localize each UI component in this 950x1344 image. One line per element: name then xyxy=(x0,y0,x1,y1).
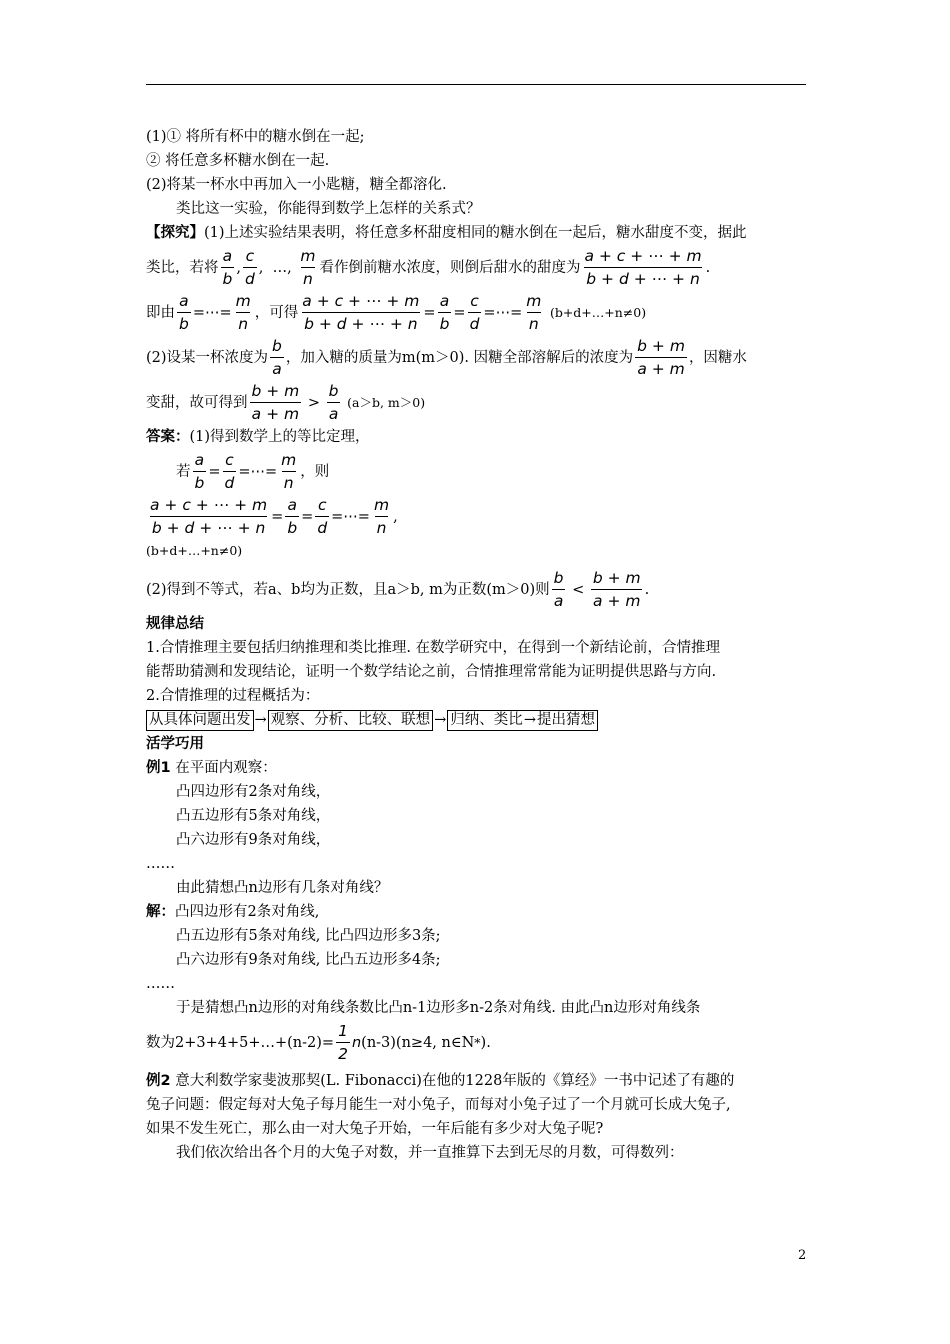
fraction-b-a: $\frac{b}{a}$ xyxy=(272,337,282,378)
text: ). xyxy=(480,1034,491,1051)
fraction-m-n: $\frac{m}{n}$ xyxy=(526,292,542,333)
fraction-bm-am: $\frac{b + m}{a + m}$ xyxy=(592,569,641,610)
explore-paragraph xyxy=(146,221,806,245)
text: 在平面内观察： xyxy=(170,760,277,776)
text: (1)上述实验结果表明，将任意多杯甜度相同的糖水倒在一起后，糖水甜度不变，据此 xyxy=(204,225,747,241)
text: ，加入糖的质量为m(m＞0). 因糖全部溶解后的浓度为 xyxy=(285,349,634,366)
ellipsis: …… xyxy=(146,976,175,992)
fraction-a-b: $\frac{a}{b}$ xyxy=(179,292,189,333)
fraction-b-a: $\frac{b}{a}$ xyxy=(328,382,339,423)
flow-step xyxy=(447,710,598,731)
fraction-a-b: $\frac{a}{b}$ xyxy=(194,451,205,492)
math-line xyxy=(146,335,806,380)
fraction-bm-am: $\frac{b + m}{a + m}$ xyxy=(637,337,685,378)
fraction-sum: $\frac{a + c + \cdots + m}{b + d + \cdots + n}$ xyxy=(150,496,268,537)
ellipsis: …… xyxy=(146,856,175,872)
text: (2)设某一杯浓度为 xyxy=(146,349,269,366)
arrow-right-icon: → xyxy=(523,712,536,728)
fraction-sum: $\frac{a + c + \cdots + m}{b + d + \cdots + n}$ xyxy=(302,292,420,333)
page-number: 2 xyxy=(798,1248,807,1263)
text: 类比，若将 xyxy=(146,259,219,276)
text-line: (1)① 将所有杯中的糖水倒在一起; xyxy=(146,129,365,145)
text: 意大利数学家斐波那契(L. Fibonacci)在他的1228年版的《算经》一书中记述了有趣的 xyxy=(170,1073,735,1089)
text-line: 我们依次给出各个月的大兔子对数，并一直推算下去到无尽的月数，可得数列： xyxy=(176,1145,684,1161)
text-line: 能帮助猜测和发现结论，证明一个数学结论之前，合情推理常常能为证明提供思路与方向. xyxy=(146,664,717,680)
text-line: 类比这一实验，你能得到数学上怎样的关系式？ xyxy=(176,201,481,217)
example-label: 例2 xyxy=(146,1073,171,1089)
text: (1)得到数学上的等比定理， xyxy=(189,429,370,445)
text-line: 于是猜想凸n边形的对角线条数比凸n-1边形多n-2条对角线. 由此凸n边形对角线条 xyxy=(176,1000,701,1016)
fraction-b-a: $\frac{b}{a}$ xyxy=(553,569,564,610)
example-label: 例1 xyxy=(146,760,171,776)
text-line: ② 将任意多杯糖水倒在一起. xyxy=(146,153,330,169)
fraction-sum: $\frac{a + c + \cdots + m}{b + d + \cdots + n}$ xyxy=(584,247,702,288)
text-line: 兔子问题：假定每对大兔子每月能生一对小兔子，而每对小兔子过了一个月就可长成大兔子, xyxy=(146,1097,731,1113)
condition: (b+d+…+n≠0) xyxy=(549,304,647,320)
math-line: 变甜，故可得到 $\frac{b + m}{a + m}$ > $\frac{b}{a}$ (a＞b, m＞0) xyxy=(146,382,426,423)
fraction-a-b: $\frac{a}{b}$ xyxy=(222,247,233,288)
text: 变甜，故可得到 xyxy=(146,394,248,411)
flow-step-label: 提出猜想 xyxy=(536,712,595,728)
fraction-m-n: $\frac{m}{n}$ xyxy=(300,247,316,288)
text: 看作倒前糖水浓度，则倒后甜水的甜度为 xyxy=(319,259,581,276)
arrow-right-icon: → xyxy=(254,712,267,728)
fraction-c-d: $\frac{c}{d}$ xyxy=(244,247,255,288)
flow-step-label: 归纳、类比 xyxy=(450,712,523,728)
header-rule xyxy=(146,84,806,85)
answer-line xyxy=(146,425,806,449)
text: ，因糖水 xyxy=(688,349,747,366)
arrow-right-icon: → xyxy=(434,712,447,728)
text: ，则 xyxy=(300,463,330,480)
text: 数为2+3+4+5+…+(n-2)= xyxy=(146,1034,335,1051)
condition: (b+d+…+n≠0) xyxy=(146,543,243,558)
text-line: 1.合情推理主要包括归纳推理和类比推理. 在数学研究中，在得到一个新结论前，合情推理 xyxy=(146,640,721,656)
text-line: (2)将某一杯水中再加入一小匙糖，糖全都溶化. xyxy=(146,177,447,193)
solution-label: 解： xyxy=(146,904,175,920)
text: 若 xyxy=(176,463,191,480)
fraction-a-b: $\frac{a}{b}$ xyxy=(439,292,450,333)
solution xyxy=(146,900,806,924)
text-line: 如果不发生死亡，那么由一对大兔子开始，一年后能有多少对大兔子呢? xyxy=(146,1121,604,1137)
process-flow xyxy=(146,708,806,732)
text: 即由 xyxy=(146,304,175,321)
text-line: 凸五边形有5条对角线， xyxy=(176,808,331,824)
text-line: 凸五边形有5条对角线, 比凸四边形多3条; xyxy=(176,928,441,944)
math-line: 类比，若将 $\frac{a}{b}$ , $\frac{c}{d}$ , …, $\frac{m}{n}$ 看作倒前糖水浓度，则倒后甜水的甜度为 $\frac{a + c + \cdots + m}{b + d + \cdots + n}$ . xyxy=(146,247,711,288)
math-line: 若 $\frac{a}{b}$ = $\frac{c}{d}$ =⋯= $\frac{m}{n}$ ，则 xyxy=(176,451,330,492)
fraction-c-d: $\frac{c}{d}$ xyxy=(469,292,480,333)
text-line: 凸四边形有2条对角线， xyxy=(176,784,331,800)
text-line: 凸六边形有9条对角线， xyxy=(176,832,331,848)
fraction-c-d: $\frac{c}{d}$ xyxy=(317,496,328,537)
flow-step: 从具体问题出发 xyxy=(146,710,254,731)
example-2 xyxy=(146,1069,806,1093)
section-title-apply: 活学巧用 xyxy=(146,736,204,752)
fraction-m-n: $\frac{m}{n}$ xyxy=(373,496,390,537)
fraction-m-n: $\frac{m}{n}$ xyxy=(235,292,251,333)
answer-label: 答案： xyxy=(146,429,190,445)
section-title-summary: 规律总结 xyxy=(146,616,204,632)
math-line: 数为2+3+4+5+…+(n-2)= $\frac{1}{2}$ n (n-3)(n≥4, n∈N * ). xyxy=(146,1022,491,1063)
text-line: 2.合情推理的过程概括为： xyxy=(146,688,320,704)
example-1 xyxy=(146,756,806,780)
text: (n-3)(n≥4, n∈N xyxy=(361,1034,475,1051)
fraction-m-n: $\frac{m}{n}$ xyxy=(281,451,297,492)
document-body xyxy=(146,125,806,1165)
fraction-1-2: $\frac{1}{2}$ xyxy=(338,1022,348,1063)
text: ，可得 xyxy=(254,304,299,321)
text: 凸四边形有2条对角线, xyxy=(175,904,320,920)
text: (2)得到不等式，若a、b均为正数，且a＞b, m为正数(m＞0)则 xyxy=(146,581,550,598)
condition: (a＞b, m＞0) xyxy=(347,394,426,410)
math-line: $\frac{a + c + \cdots + m}{b + d + \cdots + n}$ = $\frac{a}{b}$ = $\frac{c}{d}$ =⋯= $\frac{m}{n}$ , xyxy=(150,496,398,537)
fraction-a-b: $\frac{a}{b}$ xyxy=(287,496,298,537)
explore-tag: 【探究】 xyxy=(146,225,204,241)
fraction-bm-am: $\frac{b + m}{a + m}$ xyxy=(251,382,300,423)
fraction-c-d: $\frac{c}{d}$ xyxy=(224,451,235,492)
math-line: (2)得到不等式，若a、b均为正数，且a＞b, m为正数(m＞0)则 $\frac{b}{a}$ < $\frac{b + m}{a + m}$ . xyxy=(146,569,650,610)
text-line: 凸六边形有9条对角线, 比凸五边形多4条; xyxy=(176,952,441,968)
flow-step: 观察、分析、比较、联想 xyxy=(268,710,434,731)
text-line: 由此猜想凸n边形有几条对角线？ xyxy=(176,880,389,896)
math-line: 即由 $\frac{a}{b}$ =⋯= $\frac{m}{n}$ ，可得 $\frac{a + c + \cdots + m}{b + d + \cdots + n}$ = $\frac{a}{b}$ = $\frac{c}{d}$ =⋯= $\frac{m}{n}$ (b+d+…+n≠0) xyxy=(146,292,647,333)
